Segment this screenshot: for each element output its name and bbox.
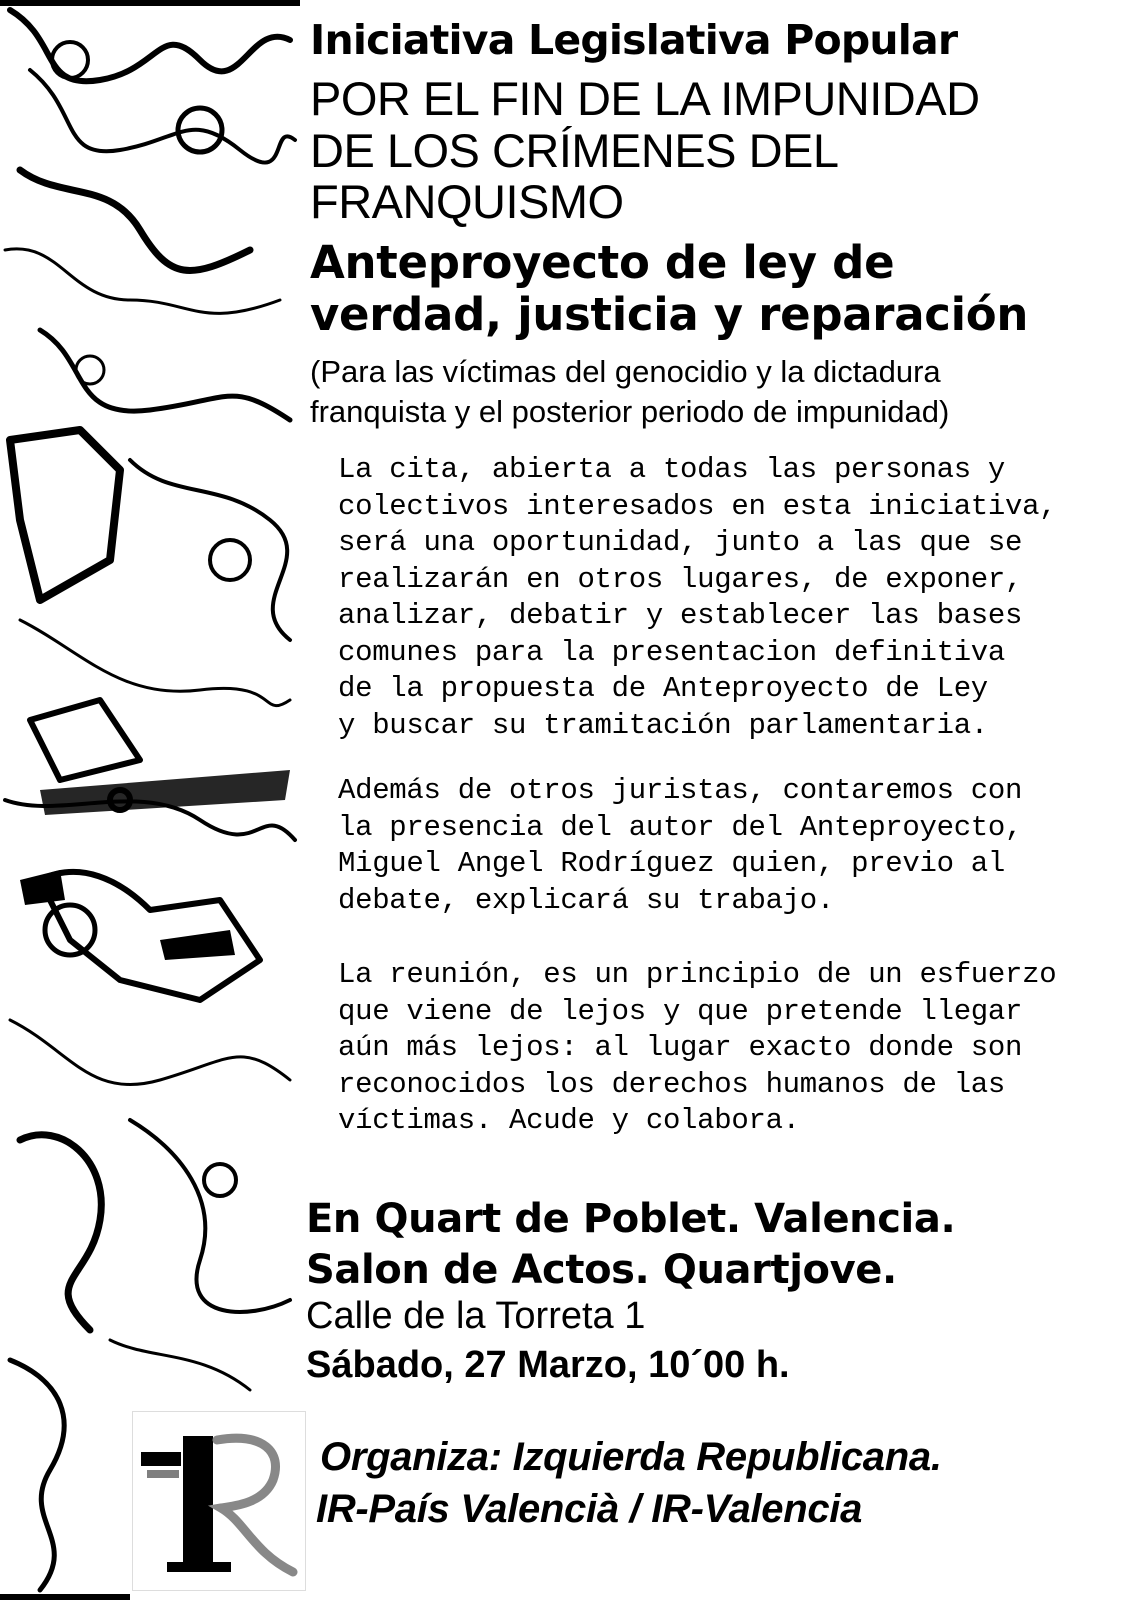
text-line: colectivos interesados en esta iniciativa, — [338, 489, 1057, 523]
initiative-title: Iniciativa Legislativa Popular — [310, 16, 958, 64]
event-place-line-1: En Quart de Poblet. Valencia. — [306, 1196, 956, 1242]
anteproyecto-line-2: verdad, justicia y reparación — [310, 288, 1029, 341]
text-line: de la propuesta de Anteproyecto de Ley — [338, 672, 988, 705]
text-line: Miguel Angel Rodríguez quien, previo al — [338, 847, 1006, 880]
text-line: La reunión, es un principio de un esfuerzo — [338, 958, 1057, 991]
text-line: víctimas. Acude y colabora. — [338, 1104, 800, 1137]
text-line: que viene de lejos y que pretende llegar — [338, 994, 1023, 1028]
text-line: debate, explicará su trabajo. — [338, 883, 834, 917]
headline-line-3: FRANQUISMO — [310, 175, 624, 228]
text-line: La cita, abierta a todas las personas y — [338, 453, 1006, 486]
text-line: Además de otros juristas, contaremos con — [338, 774, 1023, 807]
text-line: aún más lejos: al lugar exacto donde son — [338, 1031, 1023, 1064]
subtitle-line-2: franquista y el posterior periodo de impunidad) — [310, 394, 950, 429]
text-line: comunes para la presentacion definitiva — [338, 635, 1006, 669]
text-line: reconocidos los derechos humanos de las — [338, 1067, 1006, 1101]
subtitle-line-1: (Para las víctimas del genocidio y la dictadura — [310, 354, 941, 389]
text-line: será una oportunidad, junto a las que se — [338, 526, 1023, 559]
text-line: analizar, debatir y establecer las bases — [338, 599, 1023, 632]
paragraph-speakers — [338, 773, 1022, 919]
anteproyecto-line-1: Anteproyecto de ley de — [310, 236, 895, 289]
headline-line-2: DE LOS CRÍMENES DEL — [310, 124, 839, 177]
headline-line-1: POR EL FIN DE LA IMPUNIDAD — [310, 72, 980, 125]
paragraph-closing — [338, 957, 1056, 1140]
text-line: la presencia del autor del Anteproyecto, — [338, 810, 1023, 844]
ir-logo-icon — [132, 1411, 306, 1591]
text-line: realizarán en otros lugares, de exponer, — [338, 562, 1023, 596]
text-line: y buscar su tramitación parlamentaria. — [338, 708, 988, 742]
organizer-line-2: IR-País Valencià / IR-Valencia — [316, 1487, 863, 1531]
event-place-line-2: Salon de Actos. Quartjove. — [306, 1247, 897, 1293]
paragraph-invitation — [338, 452, 1056, 744]
organizer-line-1: Organiza: Izquierda Republicana. — [320, 1435, 942, 1479]
guernica-collage-art — [0, 0, 300, 1600]
event-date: Sábado, 27 Marzo, 10´00 h. — [306, 1344, 790, 1386]
event-address: Calle de la Torreta 1 — [306, 1295, 646, 1337]
